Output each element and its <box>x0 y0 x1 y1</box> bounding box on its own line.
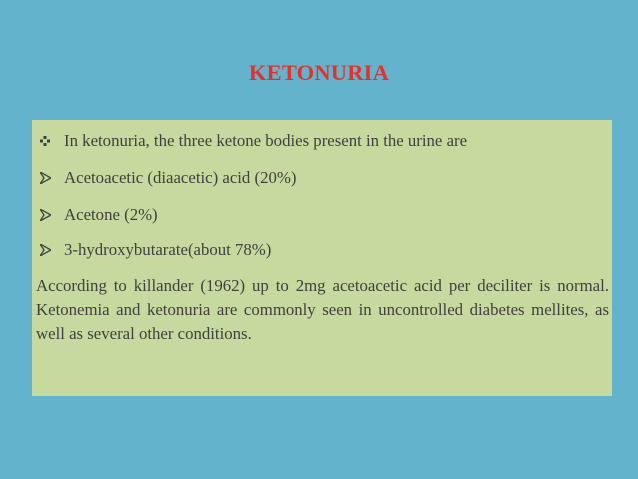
body-paragraph: According to killander (1962) up to 2mg acetoacetic acid per deciliter is normal. Ketonemia and ketonuria are commonly seen in uncontrolled diabetes mellites, as well as several other conditions. <box>36 276 609 343</box>
bullet-text: In ketonuria, the three ketone bodies present in the urine are <box>64 131 468 150</box>
arrow-bullet-icon <box>40 172 51 184</box>
bullet-item-hydroxybutarate <box>38 238 271 262</box>
bullet-text: 3-hydroxybutarate(about 78%) <box>64 240 272 259</box>
bullet-text: Acetone (2%) <box>64 205 158 224</box>
slide-title: KETONURIA <box>248 60 390 85</box>
bullet-item-intro <box>38 129 467 153</box>
arrow-bullet-icon <box>40 244 51 256</box>
bullet-item-acetoacetic <box>38 166 296 190</box>
bullet-text: Acetoacetic (diaacetic) acid (20%) <box>64 168 297 187</box>
diamond-bullet-icon <box>40 136 50 146</box>
arrow-bullet-icon <box>40 209 51 221</box>
content-box <box>32 120 612 396</box>
bullet-item-acetone <box>38 203 158 227</box>
